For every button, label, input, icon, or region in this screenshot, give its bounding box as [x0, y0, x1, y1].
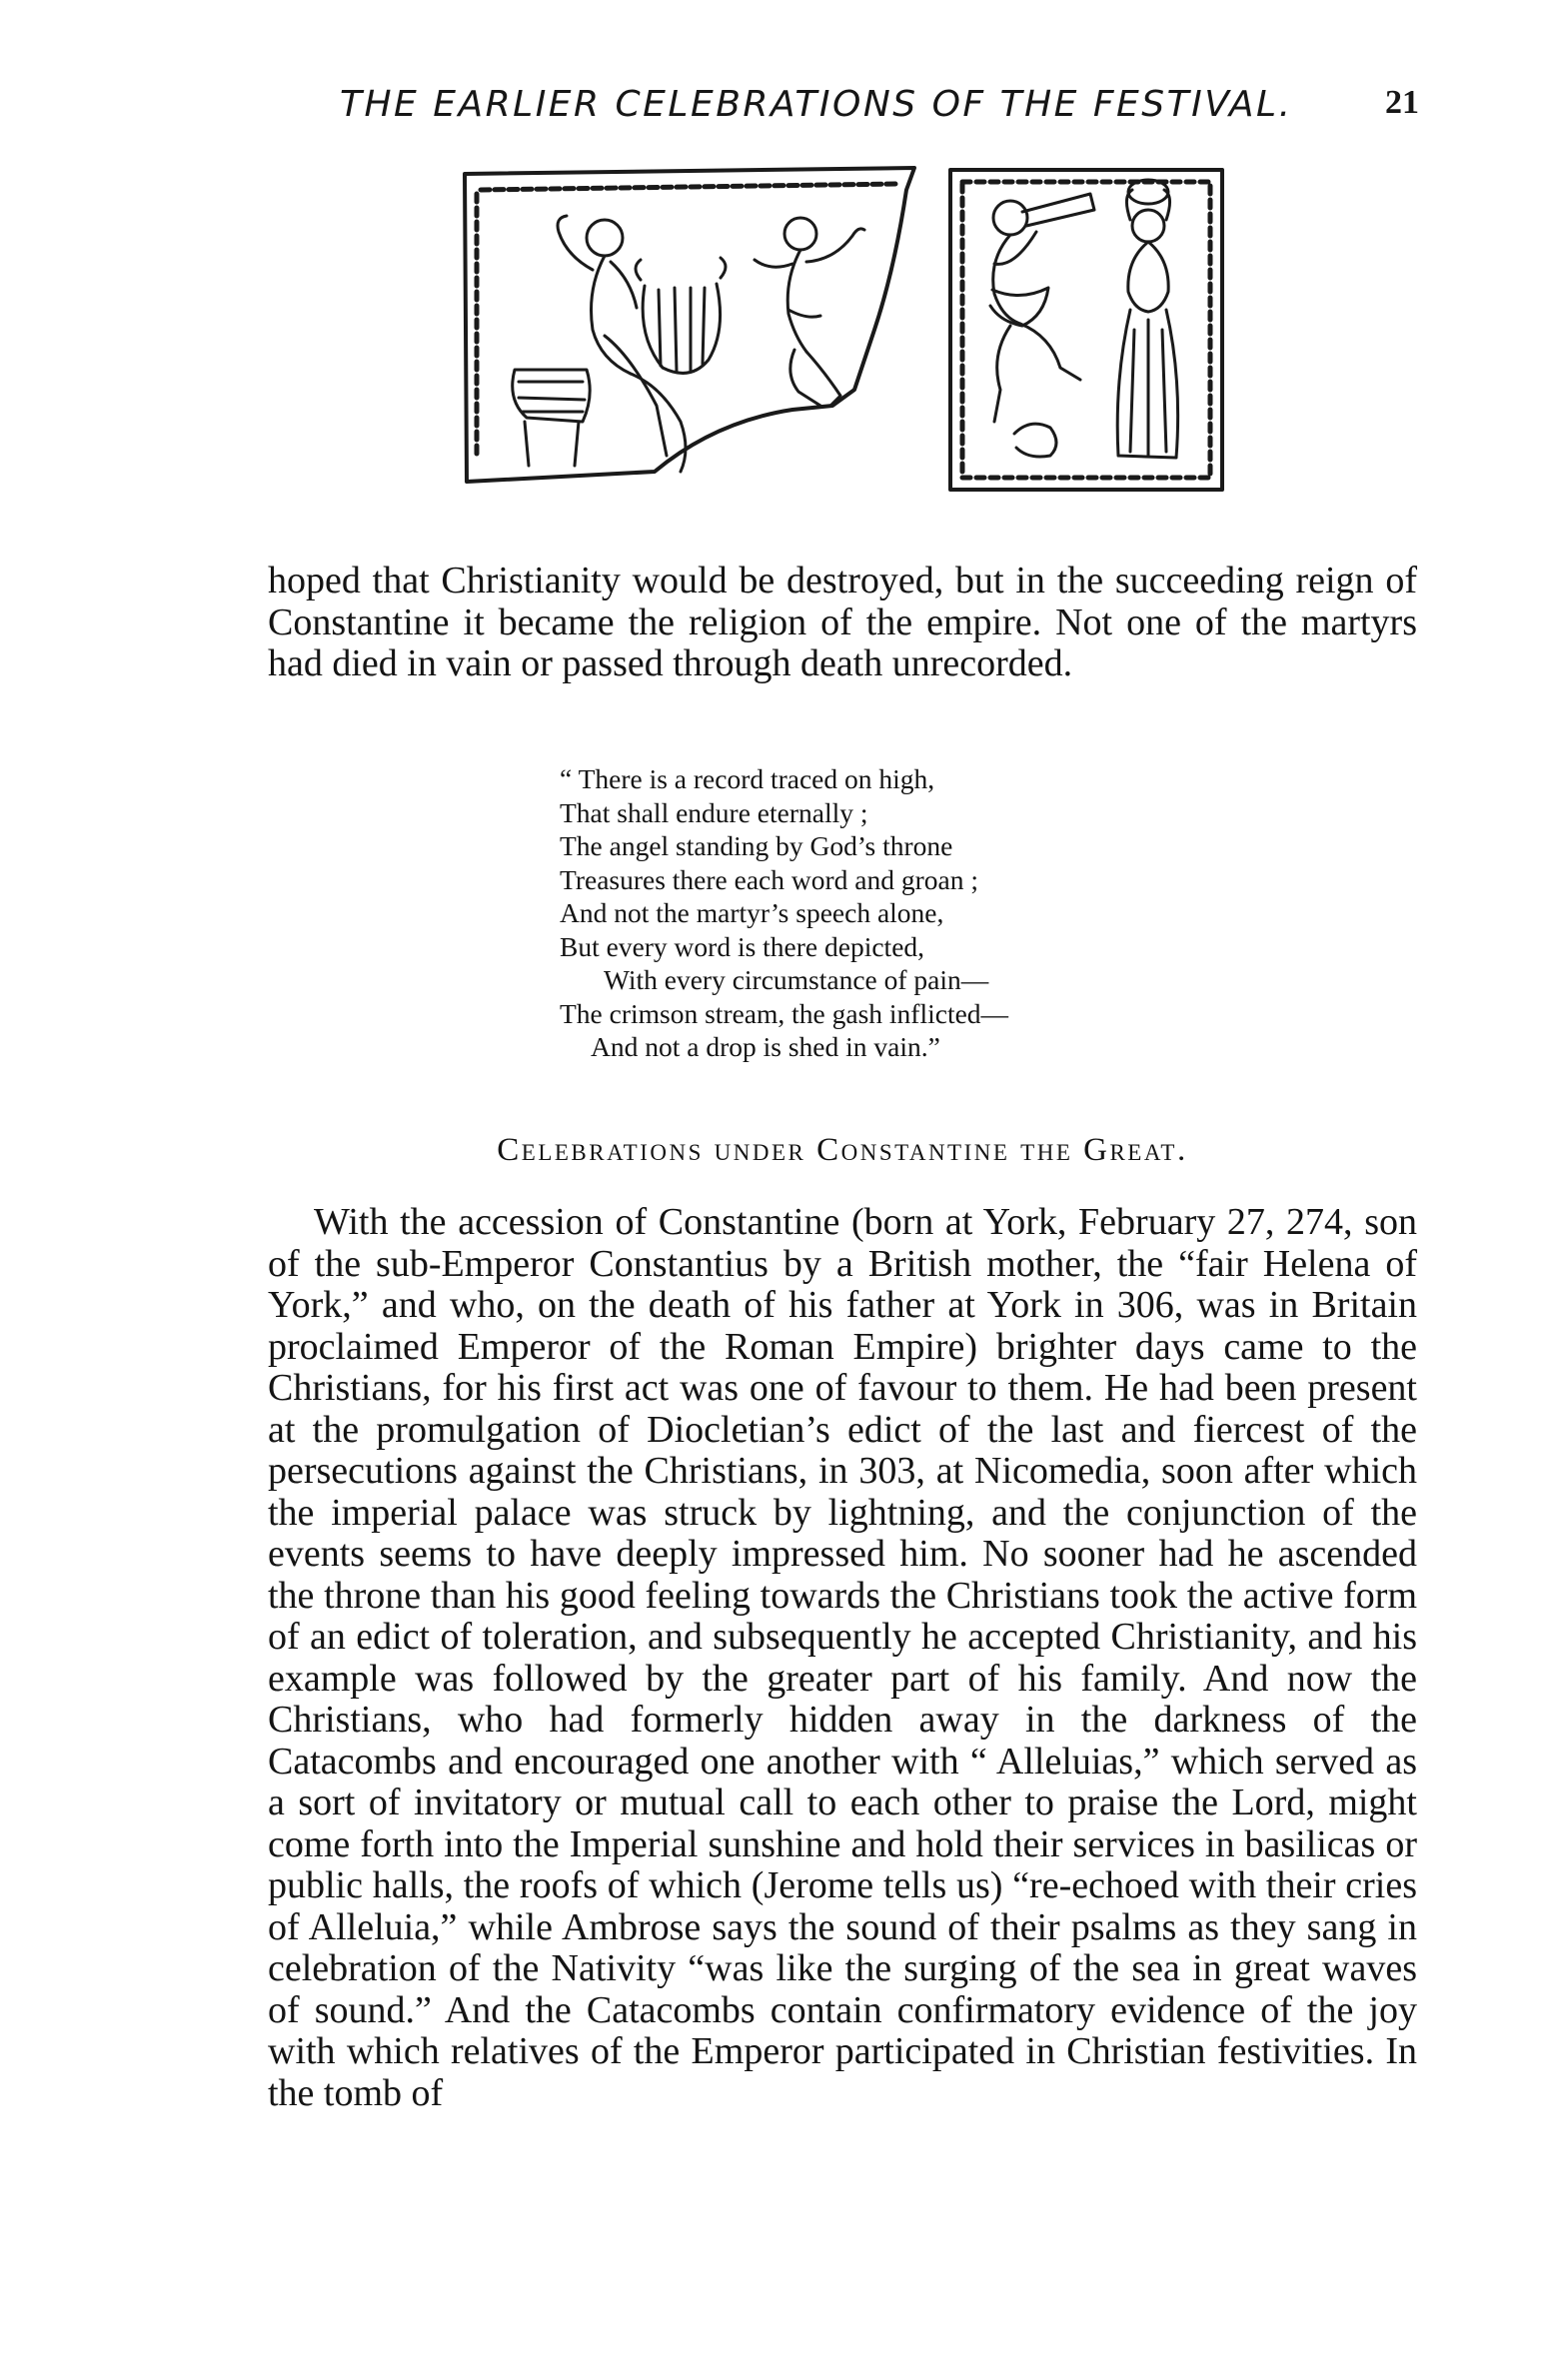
section-heading: Celebrations under Constantine the Great. [497, 1132, 1188, 1168]
carved-relief-illustration [455, 160, 1244, 500]
running-head [340, 84, 1419, 140]
main-text: With the accession of Constantine (born at York, February 27, 274, son of the sub-Emperor Constantius by a British mother, the “fair Helena of York,” and who, on the death of his father at York in 306, was in Britain proclaimed Emperor of the Roman Empire) brighter days came to the Christians, for his first act was one of favour to them. He had been present at the promulgation of Diocletian’s edict of the last and fiercest of the persecutions against the Christians, in 303, at Nicomedia, soon after which the imperial palace was struck by lightning, and the conjunction of the events seems to have deeply impressed him. No sooner had he ascended the throne than his good feeling towards the Christians took the active form of an edict of toleration, and subsequently he accepted Christianity, and his example was followed by the greater part of his family. And now the Christians, who had formerly hidden away in the darkness of the Catacombs and encouraged one another with “ Alleluias,” which served as a sort of invitatory or mutual call to each other to praise the Lord, might come forth into the Imperial sunshine and hold their services in basilicas or public halls, the roofs of which (Jerome tells us) “re-echoed with their cries of Alleluia,” while Ambrose says the sound of their psalms as they sang in celebration of the Nativity “was like the surging of the sea in great waves of sound.” And the Catacombs contain confirmatory evidence of the joy with which relatives of the Emperor participated in Christian festivities. In the tomb of [268, 1201, 1417, 2114]
verse-line: And not a drop is shed in vain.” [591, 1031, 940, 1062]
verse-line: That shall endure eternally ; [560, 796, 868, 828]
running-head-title: THE EARLIER CELEBRATIONS OF THE FESTIVAL. [340, 84, 1293, 125]
continuation-paragraph [268, 561, 1417, 685]
continuation-text: hoped that Christianity would be destroyed, but in the succeeding reign of Constantine it became the religion of the empire. Not one of the martyrs had died in vain or passed through death unrecorded. [268, 560, 1417, 684]
verse-line: With every circumstance of pain— [604, 964, 989, 995]
verse-line: Treasures there each word and groan ; [560, 863, 978, 895]
verse-line: The angel standing by God’s throne [560, 830, 953, 861]
main-paragraph [268, 1202, 1417, 2114]
verse-line: And not the martyr’s speech alone, [560, 897, 944, 928]
verse-quotation [560, 762, 1259, 1064]
page-number: 21 [1385, 84, 1419, 121]
verse-line: The crimson stream, the gash inflicted— [560, 997, 1009, 1029]
carved-relief-illustration-icon [455, 160, 1244, 500]
verse-line: “ There is a record traced on high, [560, 763, 935, 794]
verse-line: But every word is there depicted, [560, 930, 925, 962]
